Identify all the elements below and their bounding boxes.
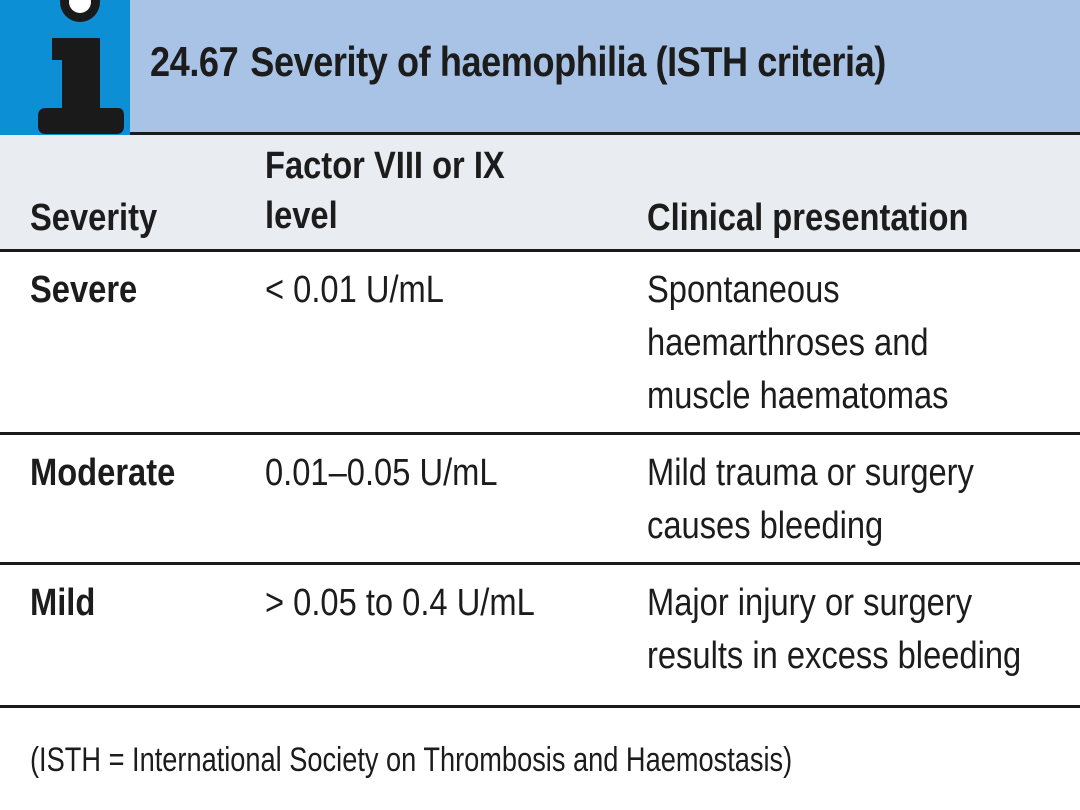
table-row (0, 565, 1080, 708)
table-title-text: Severity of haemophilia (ISTH criteria) (250, 38, 886, 85)
table-number: 24.67 (150, 38, 239, 85)
clinical-line: Mild trauma or surgery (647, 452, 974, 494)
severity-cell: Moderate (30, 452, 176, 494)
info-icon (0, 0, 130, 135)
clinical-line: results in excess bleeding (647, 635, 1022, 677)
header-factor-level (265, 141, 505, 241)
clinical-presentation-cell (647, 577, 1021, 683)
header-severity: Severity (30, 197, 158, 239)
table-row (0, 435, 1080, 565)
table-footnote: (ISTH = International Society on Thrombosis and Haemostasis) (30, 741, 793, 779)
clinical-line: causes bleeding (647, 505, 884, 547)
table-row (0, 252, 1080, 435)
severity-cell: Mild (30, 582, 96, 624)
info-icon-block (0, 0, 130, 135)
clinical-line: muscle haematomas (647, 375, 949, 417)
table-title (150, 38, 886, 86)
table-header-row (0, 135, 1080, 252)
header-factor-line1: Factor VIII or IX (265, 145, 505, 187)
clinical-presentation-cell (647, 447, 974, 553)
severity-cell: Severe (30, 269, 138, 311)
clinical-line: Spontaneous (647, 269, 840, 311)
table-title-bar (0, 0, 1080, 135)
clinical-presentation-cell (647, 264, 949, 423)
clinical-line: Major injury or surgery (647, 582, 973, 624)
factor-level-cell: < 0.01 U/mL (265, 269, 444, 311)
clinical-line: haemarthroses and (647, 322, 929, 364)
header-factor-line2: level (265, 195, 338, 237)
header-clinical-presentation: Clinical presentation (647, 197, 969, 239)
factor-level-cell: > 0.05 to 0.4 U/mL (265, 582, 535, 624)
factor-level-cell: 0.01–0.05 U/mL (265, 452, 498, 494)
